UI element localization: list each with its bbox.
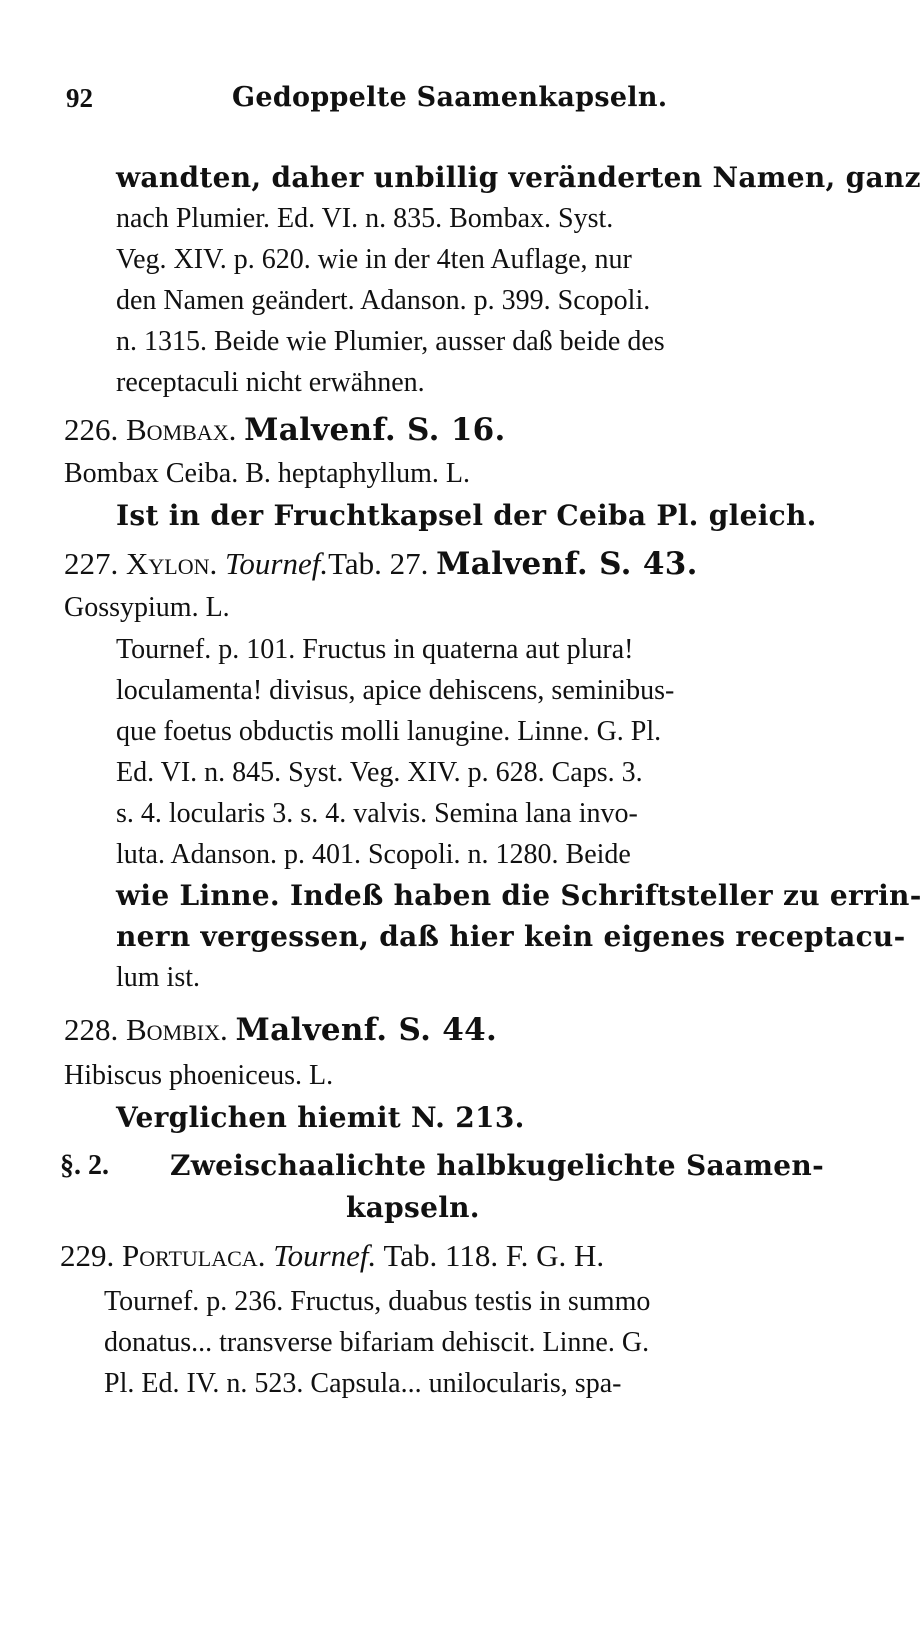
text-line: Tournef. p. 236. Fructus, duabus testis in summo [104,1286,651,1317]
plate-reference: Tab. 118. F. G. H. [383,1238,605,1273]
running-title: Gedoppelte Saamenkapseln. [232,82,668,113]
synonym: Bombax Ceiba. B. heptaphyllum. L. [64,458,470,489]
entry-229-heading [60,1238,604,1274]
note: Verglichen hiemit N. 213. [116,1101,525,1134]
section-title: Zweischaalichte halbkugelichte Saamen- [170,1149,824,1182]
genus-name: Xylon. [126,546,218,581]
entry-228-heading [64,1012,497,1048]
source-reference: Malvenf. S. 43. [436,546,698,582]
synonym: Gossypium. L. [64,592,230,623]
text-line: receptaculi nicht erwähnen. [116,367,425,398]
text-line: Pl. Ed. IV. n. 523. Capsula... unilocularis, spa- [104,1368,622,1399]
entry-number: 227. [64,546,119,581]
text-line: nach Plumier. Ed. VI. n. 835. Bombax. Syst. [116,203,614,234]
text-line: wie Linne. Indeß haben die Schriftsteller zu errin- [116,879,922,912]
text-line: wandten, daher unbillig veränderten Namen, ganz [116,161,921,194]
note: Ist in der Fruchtkapsel der Ceiba Pl. gleich. [116,499,817,532]
text-line: s. 4. locularis 3. s. 4. valvis. Semina lana invo- [116,798,638,829]
plate-reference: Tab. 27. [328,546,429,581]
text-line: Veg. XIV. p. 620. wie in der 4ten Auflage, nur [116,244,632,275]
page-number: 92 [66,83,93,113]
text-line: Tournef. p. 101. Fructus in quaterna aut plura! [116,634,634,665]
section-label: §. 2. [60,1150,109,1181]
synonym: Hibiscus phoeniceus. L. [64,1060,334,1091]
author-name: Tournef. [225,546,329,581]
entry-number: 229. [60,1238,115,1273]
genus-name: Portulaca. [122,1238,266,1273]
text-line: nern vergessen, daß hier kein eigenes receptacu- [116,920,906,953]
source-reference: Malvenf. S. 16. [244,412,506,448]
text-line: lum ist. [116,962,201,993]
text-line: n. 1315. Beide wie Plumier, ausser daß beide des [116,326,665,357]
entry-226-heading [64,412,506,448]
text-line: luta. Adanson. p. 401. Scopoli. n. 1280. Beide [116,839,631,870]
text-line: den Namen geändert. Adanson. p. 399. Scopoli. [116,285,651,316]
section-title: kapseln. [346,1191,480,1224]
text-line: loculamenta! divisus, apice dehiscens, seminibus- [116,675,675,706]
author-name: Tournef. [273,1238,377,1273]
entry-227-heading [64,546,698,582]
genus-name: Bombix. [126,1012,228,1047]
genus-name: Bombax. [126,412,237,447]
entry-number: 226. [64,412,119,447]
source-reference: Malvenf. S. 44. [235,1012,498,1048]
text-line: donatus... transverse bifariam dehiscit. Linne. G. [104,1327,650,1358]
text-line: que foetus obductis molli lanugine. Linne. G. Pl. [116,716,662,747]
entry-number: 228. [64,1012,119,1047]
text-line: Ed. VI. n. 845. Syst. Veg. XIV. p. 628. Caps. 3. [116,757,643,788]
